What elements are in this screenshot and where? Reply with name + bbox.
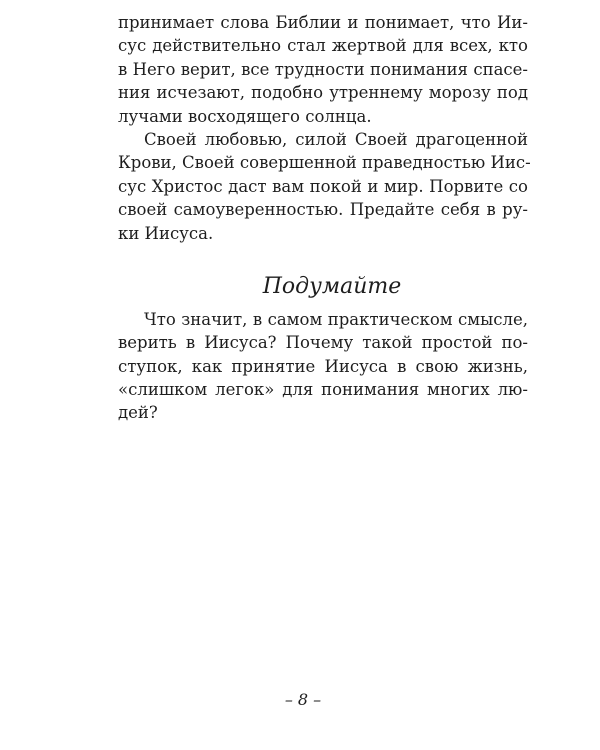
paragraph-line: своей самоуверенностью. Предайте себя в ру- (118, 200, 528, 220)
paragraph-line: дей? (118, 403, 158, 423)
paragraph-line: сус Христос даст вам покой и мир. Порвите со (118, 176, 528, 196)
paragraph-line: принимает слова Библии и понимает, что Ии- (118, 13, 528, 32)
text-column (118, 11, 531, 425)
paragraph-line: в Него верит, все трудности понимания спасе- (118, 59, 528, 79)
section-heading: Подумайте (262, 273, 402, 299)
paragraph-line: Крови, Своей совершенной праведностью Иис- (118, 153, 531, 173)
paragraph-line: ния исчезают, подобно утреннему морозу под (118, 83, 528, 103)
paragraph-line: верить в Иисуса? Почему такой простой по- (118, 333, 528, 353)
paragraph-line: Что значит, в самом практическом смысле, (144, 309, 528, 329)
paragraph-line: Своей любовью, силой Своей драгоценной (144, 129, 528, 149)
page-number: – 8 – (284, 690, 322, 709)
second-paragraph (118, 128, 531, 245)
paragraph-line: лучами восходящего солнца. (118, 106, 372, 126)
paragraph-line: ки Иисуса. (118, 223, 214, 243)
reflection-paragraph (118, 308, 528, 425)
paragraph-line: «слишком легок» для понимания многих лю- (118, 380, 528, 400)
paragraph-line: сус действительно стал жертвой для всех, кто (118, 36, 528, 56)
continuation-paragraph (118, 11, 528, 128)
paragraph-line: ступок, как принятие Иисуса в свою жизнь, (118, 356, 528, 376)
